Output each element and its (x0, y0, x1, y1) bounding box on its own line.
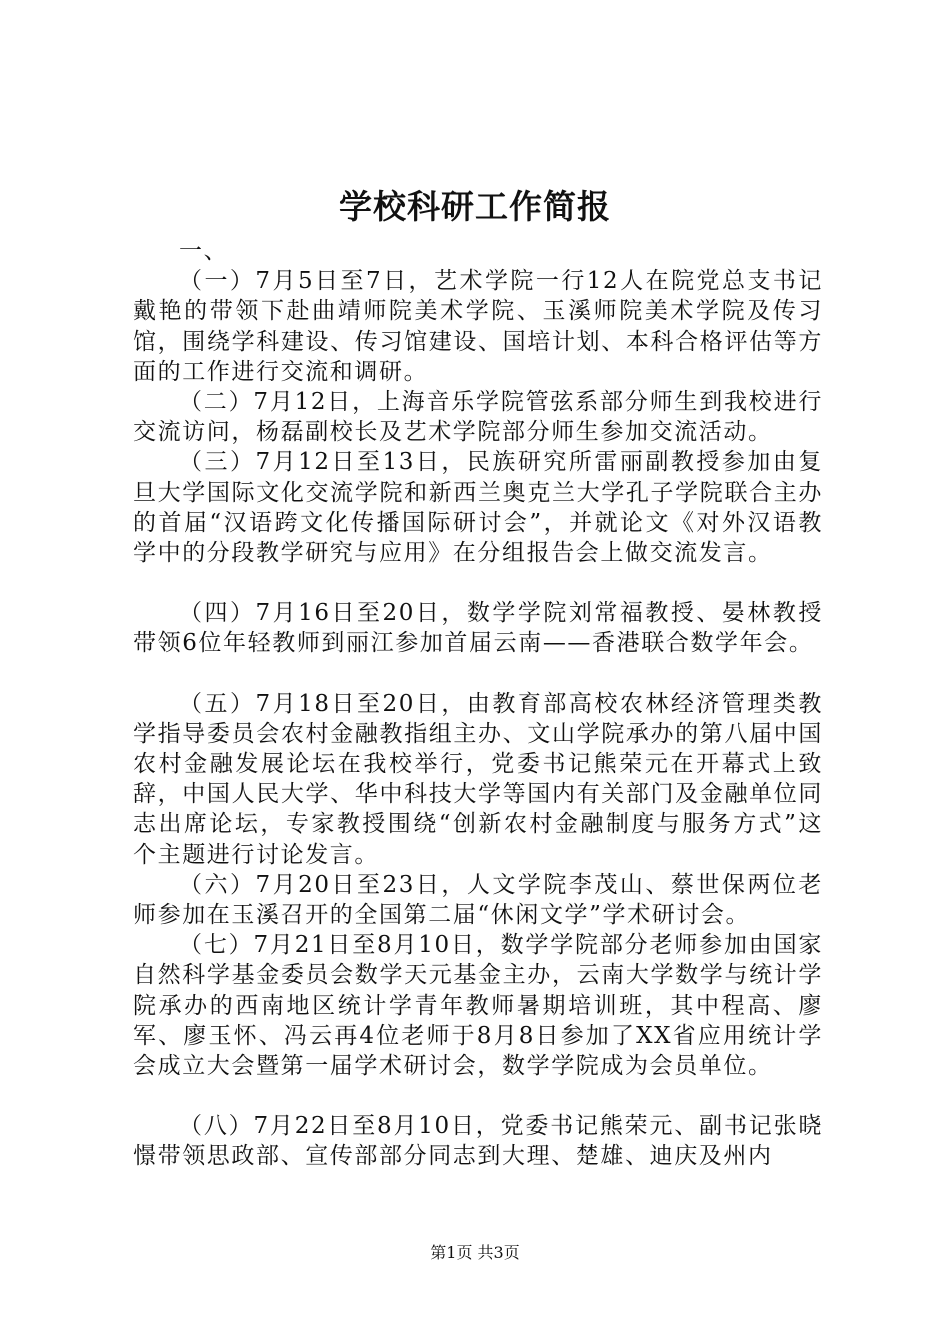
paragraph-8: （八）7月22日至8月10日，党委书记熊荣元、副书记张晓憬带领思政部、宣传部部分同志到大理、楚雄、迪庆及州内 (133, 1113, 823, 1170)
paragraph-4: （四）7月16日至20日，数学学院刘常福教授、晏林教授带领6位年轻教师到丽江参加首届云南——香港联合数学年会。 (133, 600, 823, 657)
document-title: 学校科研工作简报 (339, 187, 611, 226)
paragraph-7: （七）7月21日至8月10日，数学学院部分老师参加由国家自然科学基金委员会数学天元基金主办，云南大学数学与统计学院承办的西南地区统计学青年教师暑期培训班，其中程高、廖军、廖玉怀、冯云再4位老师于8月8日参加了XX省应用统计学会成立大会暨第一届学术研讨会，数学学院成为会员单位。 (133, 932, 823, 1080)
paragraph-6: （六）7月20日至23日，人文学院李茂山、蔡世保两位老师参加在玉溪召开的全国第二届“休闲文学”学术研讨会。 (133, 871, 823, 929)
document-body (133, 236, 823, 1172)
page-footer: 第1页 共3页 (430, 1243, 520, 1262)
paragraph-5: （五）7月18日至20日，由教育部高校农林经济管理类教学指导委员会农村金融教指组主办、文山学院承办的第八届中国农村金融发展论坛在我校举行，党委书记熊荣元在开幕式上致辞，中国人民大学、华中科技大学等国内有关部门及金融单位同志出席论坛，专家教授围绕“创新农村金融制度与服务方式”这个主题进行讨论发言。 (133, 690, 823, 868)
section-marker: 一、 (179, 238, 229, 264)
paragraph-3: （三）7月12日至13日，民族研究所雷丽副教授参加由复旦大学国际文化交流学院和新西兰奥克兰大学孔子学院联合主办的首届“汉语跨文化传播国际研讨会”，并就论文《对外汉语教学中的分段教学研究与应用》在分组报告会上做交流发言。 (133, 449, 823, 567)
paragraph-1: （一）7月5日至7日，艺术学院一行12人在院党总支书记戴艳的带领下赴曲靖师院美术学院、玉溪师院美术学院及传习馆，围绕学科建设、传习馆建设、国培计划、本科合格评估等方面的工作进行交流和调研。 (133, 268, 823, 385)
paragraph-2: （二）7月12日，上海音乐学院管弦系部分师生到我校进行交流访问，杨磊副校长及艺术学院部分师生参加交流活动。 (133, 389, 823, 446)
